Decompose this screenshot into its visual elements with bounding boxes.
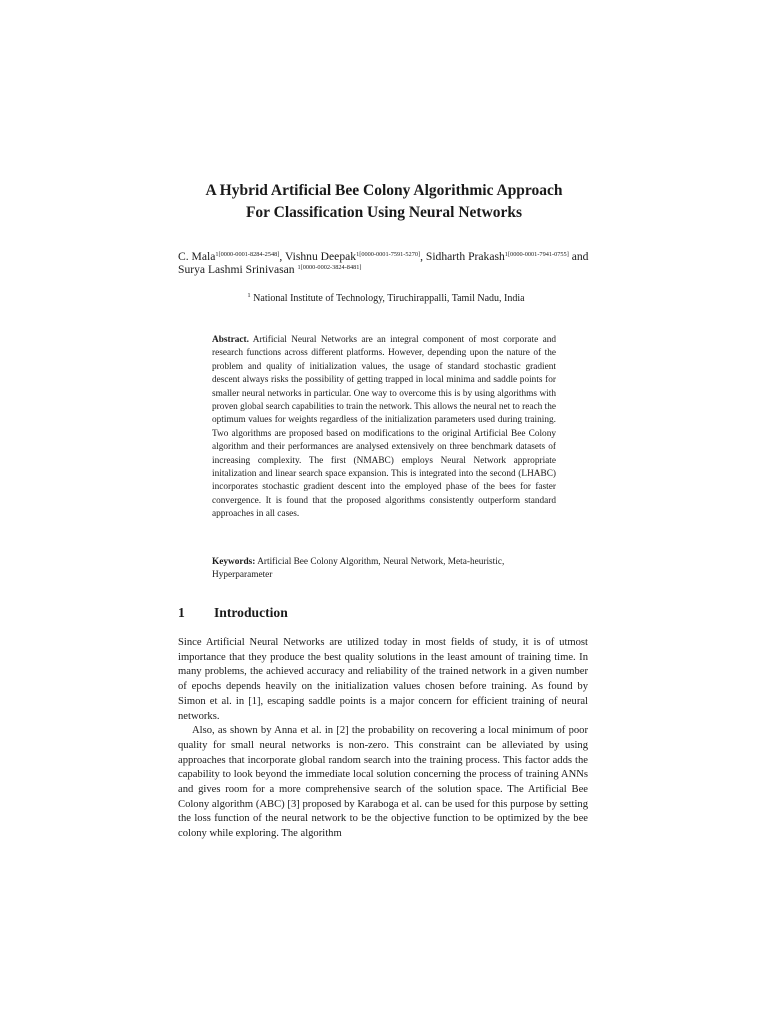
title-line-2: For Classification Using Neural Networks — [245, 204, 523, 221]
author-2-orcid: 1[0000-0001-7591-5270] — [356, 251, 421, 258]
keywords — [212, 556, 556, 583]
author-3-orcid: 1[0000-0001-7941-0755] — [504, 251, 569, 258]
author-and: and — [571, 250, 589, 263]
author-1-orcid: 1[0000-0001-8284-2548] — [215, 251, 280, 258]
author-1-name: C. Mala — [178, 250, 216, 263]
title-line-1: A Hybrid Artificial Bee Colony Algorithmic Approach — [205, 182, 563, 199]
author-list: C. Mala$^{1[0000-0001-8284-2548]}$, Vishnu Deepak$^{1[0000-0001-7591-5270]}$, Sidharth Prakash$^{1[0000-0001-7941-0755]}$ and Surya Lashmi Srinivasan $^{1[0000-0002-3824-8481]}$ — [178, 250, 589, 276]
author-4-name: Surya Lashmi Srinivasan — [178, 263, 295, 276]
author-2-name: Vishnu Deepak — [284, 250, 357, 263]
keywords-label: Keywords: — [212, 557, 256, 567]
abstract-label: Abstract. — [212, 335, 249, 345]
author-4-orcid: 1[0000-0002-3824-8481] — [297, 264, 362, 271]
paragraph-1: Since Artificial Neural Networks are utilized today in most fields of study, it is of utmost importance that they produce the best quality solutions in the least amount of training time. In many problems, the achieved accuracy and reliability of the trained network in a given number of epochs depends heavily on the initialization values chosen before training. As found by Simon et al. in [1], escaping saddle points is a major concern for efficient training of neural networks. — [178, 637, 588, 722]
section-number: 1 — [178, 605, 185, 620]
affiliation-text: National Institute of Technology, Tiruchirappalli, Tamil Nadu, India — [253, 293, 525, 304]
abstract-text: Artificial Neural Networks are an integral component of most corporate and research functions across different platforms. However, depending upon the nature of the problem and quality of initialization values, the usage of standard stochastic gradient descent always risks the possibility of getting trapped in local minima and saddle points for smaller neural networks in particular. One way to overcome this is by using algorithms with proven global search capabilities to train the network. This allows the neural net to reach the optimum values for weights regardless of the initialization parameters used during training. Two algorithms are proposed based on modifications to the original Artificial Bee Colony algorithm and their performances are analysed extensively on three benchmark datasets of increasing complexity. The first (NMABC) employs Neural Network appropriate initalization and linear search space expansion. This is integrated into the second (LHABC) incorporates stochastic gradient descent into the employed phase of the bees for faster convergence. It is found that the proposed algorithms consistently outperform standard approaches in all cases. — [212, 335, 556, 520]
paper-title — [150, 180, 618, 224]
paragraph-2: Also, as shown by Anna et al. in [2] the probability on recovering a local minimum of poor quality for small neural networks is non-zero. This constraint can be alleviated by using approaches that incorporate global random search into the training process. This factor adds the capability to look beyond the immediate local solution concerning the process of training ANNs and gives room for a more comprehensive search of the solution space. The Artificial Bee Colony algorithm (ABC) [3] proposed by Karaboga et al. can be used for this purpose by setting the loss function of the neural network to be the objective function to be optimized by the bee colony while exploring. The algorithm — [178, 725, 588, 840]
affiliation — [178, 292, 594, 305]
abstract — [212, 334, 556, 522]
section-heading-introduction — [178, 604, 594, 622]
author-3-name: Sidharth Prakash — [425, 250, 505, 263]
keywords-text: Artificial Bee Colony Algorithm, Neural Network, Meta-heuristic, Hyperparameter — [212, 557, 505, 581]
introduction-body — [178, 636, 588, 842]
affiliation-marker: 1 — [247, 292, 251, 299]
section-title: Introduction — [214, 605, 288, 620]
